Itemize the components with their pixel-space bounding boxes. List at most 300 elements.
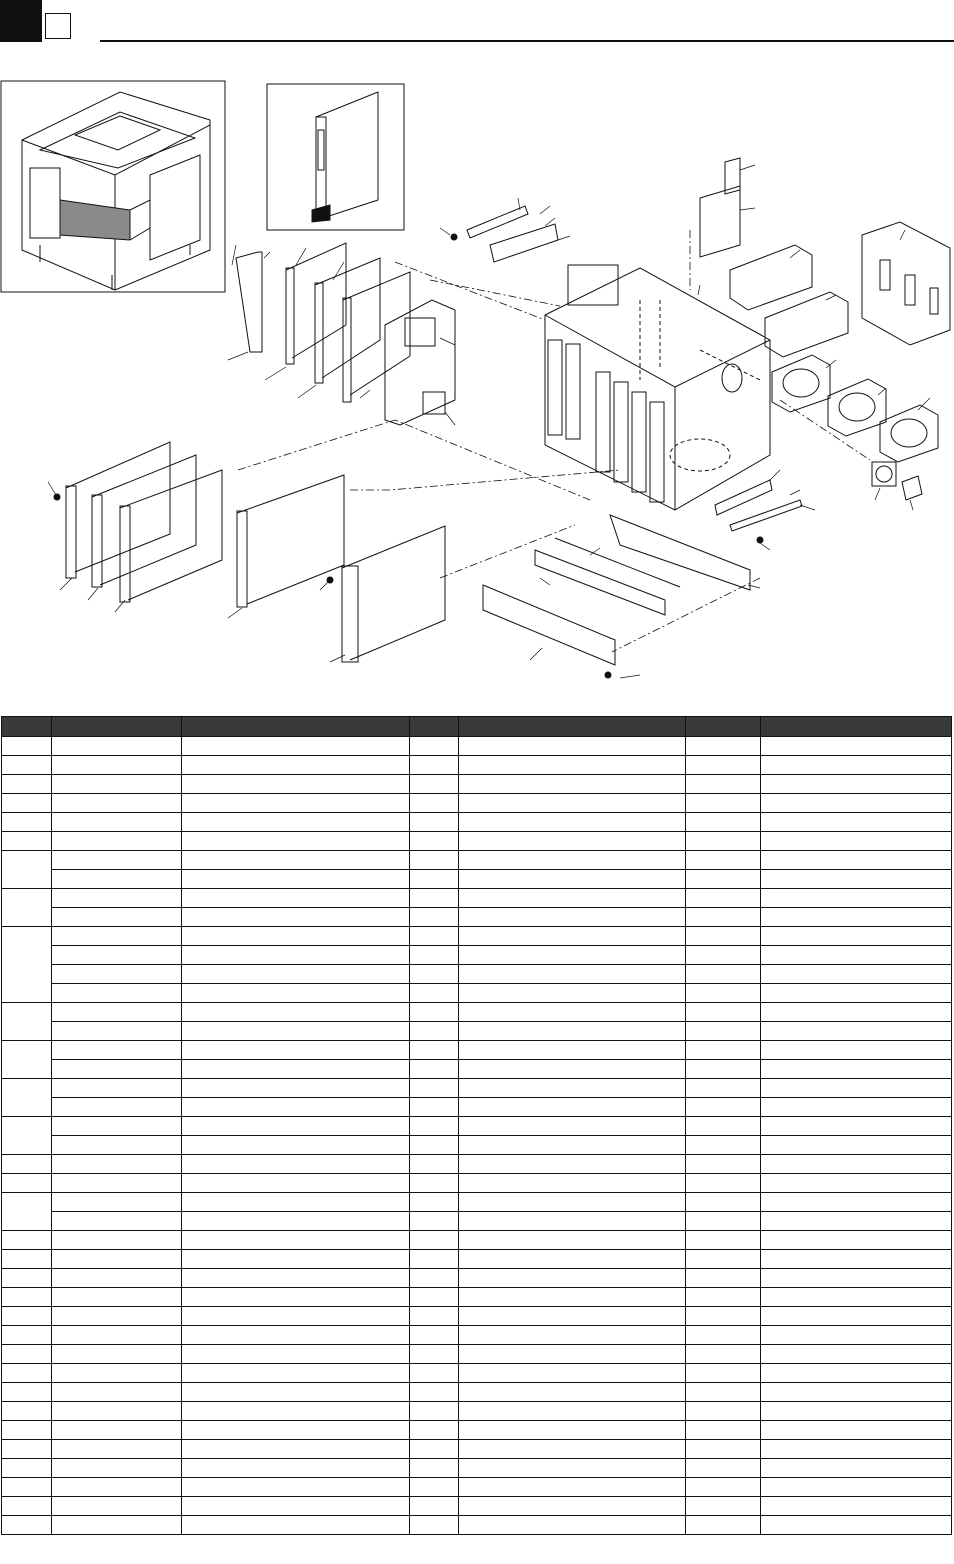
table-cell [182, 1421, 410, 1440]
cell-item-no [2, 794, 52, 813]
table-cell [52, 737, 182, 756]
table-cell [410, 1022, 459, 1041]
table-row [2, 775, 952, 794]
table-cell [459, 832, 686, 851]
cell-item-no [2, 756, 52, 775]
table-cell [686, 832, 761, 851]
table-cell [686, 1041, 761, 1060]
section-tab-marker [0, 0, 42, 42]
table-cell [182, 1307, 410, 1326]
table-cell [686, 870, 761, 889]
table-cell [52, 1516, 182, 1535]
table-cell [410, 1098, 459, 1117]
table-cell [52, 775, 182, 794]
table-cell [459, 1459, 686, 1478]
table-cell [410, 1478, 459, 1497]
table-cell [182, 965, 410, 984]
cell-item-no [2, 1440, 52, 1459]
table-cell [459, 737, 686, 756]
table-cell [686, 1193, 761, 1212]
table-cell [459, 965, 686, 984]
table-row [2, 1478, 952, 1497]
inset-card-drawing [312, 92, 378, 222]
table-cell [410, 1345, 459, 1364]
table-cell [410, 1193, 459, 1212]
exploded-parts-diagram [0, 70, 954, 700]
table-cell [52, 1383, 182, 1402]
cell-item-no [2, 813, 52, 832]
table-cell [410, 1402, 459, 1421]
table-cell [182, 1326, 410, 1345]
header-cell-model [686, 717, 761, 737]
cell-item-no [2, 1269, 52, 1288]
table-cell [761, 1288, 952, 1307]
table-cell [761, 927, 952, 946]
table-cell [761, 1326, 952, 1345]
table-cell [761, 1402, 952, 1421]
table-cell [410, 1440, 459, 1459]
table-row [2, 1364, 952, 1383]
table-cell [686, 1117, 761, 1136]
parts-table-body [2, 737, 952, 1535]
table-cell [182, 1364, 410, 1383]
table-cell [686, 1326, 761, 1345]
table-cell [410, 1136, 459, 1155]
table-cell [761, 1459, 952, 1478]
table-cell [410, 870, 459, 889]
table-cell [761, 1003, 952, 1022]
table-row [2, 870, 952, 889]
table-cell [459, 775, 686, 794]
table-cell [459, 1174, 686, 1193]
table-cell [182, 1117, 410, 1136]
table-cell [761, 1174, 952, 1193]
inset-card-frame [267, 84, 404, 230]
table-cell [686, 851, 761, 870]
table-cell [761, 1231, 952, 1250]
table-cell [410, 1269, 459, 1288]
table-cell [761, 813, 952, 832]
table-row [2, 1459, 952, 1478]
table-cell [686, 1155, 761, 1174]
table-cell [459, 1383, 686, 1402]
table-cell [686, 1060, 761, 1079]
table-cell [686, 1440, 761, 1459]
leader-lines [48, 165, 930, 678]
table-cell [761, 1269, 952, 1288]
table-cell [182, 1440, 410, 1459]
table-row [2, 1155, 952, 1174]
table-cell [686, 1003, 761, 1022]
table-cell [459, 1079, 686, 1098]
header-cell-remarks [459, 717, 686, 737]
table-cell [410, 813, 459, 832]
cell-item-no [2, 1345, 52, 1364]
cell-item-no [2, 1459, 52, 1478]
table-cell [410, 832, 459, 851]
table-row [2, 737, 952, 756]
table-cell [410, 946, 459, 965]
table-cell [52, 927, 182, 946]
table-cell [182, 1516, 410, 1535]
table-row [2, 1440, 952, 1459]
table-cell [459, 1364, 686, 1383]
table-cell [52, 1041, 182, 1060]
table-row [2, 851, 952, 870]
table-cell [410, 1364, 459, 1383]
table-cell [459, 1022, 686, 1041]
table-cell [52, 1098, 182, 1117]
table-row [2, 1041, 952, 1060]
table-cell [182, 1022, 410, 1041]
table-row [2, 832, 952, 851]
table-cell [410, 965, 459, 984]
table-cell [52, 1155, 182, 1174]
table-cell [761, 832, 952, 851]
table-cell [459, 870, 686, 889]
cell-item-no [2, 1117, 52, 1155]
header-cell-qty [410, 717, 459, 737]
cell-item-no [2, 1421, 52, 1440]
table-cell [459, 1307, 686, 1326]
cell-item-no [2, 1402, 52, 1421]
table-cell [182, 1174, 410, 1193]
table-cell [182, 1402, 410, 1421]
table-row [2, 1288, 952, 1307]
table-cell [410, 1421, 459, 1440]
table-cell [761, 1212, 952, 1231]
cell-item-no [2, 1383, 52, 1402]
header-cell-description [182, 717, 410, 737]
table-cell [761, 756, 952, 775]
cell-item-no [2, 1516, 52, 1535]
table-cell [459, 1041, 686, 1060]
table-row [2, 1060, 952, 1079]
card-group-left [236, 243, 455, 425]
header-cell-part-no [52, 717, 182, 737]
table-cell [52, 889, 182, 908]
table-cell [686, 889, 761, 908]
table-cell [459, 946, 686, 965]
table-row [2, 1421, 952, 1440]
table-cell [459, 1003, 686, 1022]
table-cell [761, 794, 952, 813]
table-cell [686, 1098, 761, 1117]
table-cell [459, 1250, 686, 1269]
connection-lines [238, 230, 870, 652]
table-cell [182, 1250, 410, 1269]
inset-machine-frame [1, 81, 225, 292]
table-cell [52, 832, 182, 851]
table-cell [182, 1383, 410, 1402]
table-row [2, 1212, 952, 1231]
machine-overview-drawing [22, 92, 210, 290]
fans [772, 355, 938, 500]
table-cell [52, 1003, 182, 1022]
table-cell [686, 908, 761, 927]
table-cell [52, 1421, 182, 1440]
table-cell [182, 1136, 410, 1155]
table-cell [52, 794, 182, 813]
cell-item-no [2, 1497, 52, 1516]
table-row [2, 1022, 952, 1041]
table-row [2, 1174, 952, 1193]
section-box [45, 13, 71, 39]
table-cell [410, 756, 459, 775]
table-cell [686, 756, 761, 775]
table-cell [410, 1231, 459, 1250]
table-row [2, 1003, 952, 1022]
table-cell [686, 1136, 761, 1155]
table-row [2, 1326, 952, 1345]
table-cell [182, 1060, 410, 1079]
table-cell [52, 851, 182, 870]
table-cell [52, 1269, 182, 1288]
table-row [2, 1269, 952, 1288]
table-cell [182, 889, 410, 908]
table-cell [52, 1022, 182, 1041]
table-cell [459, 1231, 686, 1250]
table-cell [410, 1041, 459, 1060]
table-cell [182, 908, 410, 927]
table-cell [459, 908, 686, 927]
table-cell [52, 756, 182, 775]
table-cell [459, 1478, 686, 1497]
cell-item-no [2, 1174, 52, 1193]
table-cell [459, 1516, 686, 1535]
table-row [2, 1307, 952, 1326]
cell-item-no [2, 1079, 52, 1117]
table-cell [52, 1364, 182, 1383]
table-cell [182, 813, 410, 832]
cell-item-no [2, 1003, 52, 1041]
table-cell [459, 1440, 686, 1459]
cell-item-no [2, 1307, 52, 1326]
cell-item-no [2, 775, 52, 794]
parts-list-table [1, 716, 952, 1535]
table-cell [459, 1269, 686, 1288]
table-cell [182, 1478, 410, 1497]
table-cell [686, 775, 761, 794]
cell-item-no [2, 889, 52, 927]
table-cell [182, 946, 410, 965]
table-cell [52, 1250, 182, 1269]
table-cell [182, 1345, 410, 1364]
table-cell [52, 1136, 182, 1155]
table-row [2, 1231, 952, 1250]
table-cell [686, 1459, 761, 1478]
table-cell [459, 927, 686, 946]
table-cell [459, 1060, 686, 1079]
table-cell [182, 984, 410, 1003]
table-cell [761, 1079, 952, 1098]
table-cell [52, 1345, 182, 1364]
table-cell [761, 775, 952, 794]
table-cell [686, 1402, 761, 1421]
table-cell [686, 1478, 761, 1497]
header-cell-no [2, 717, 52, 737]
table-cell [686, 737, 761, 756]
table-cell [686, 1250, 761, 1269]
table-cell [52, 1497, 182, 1516]
header-cell-note [761, 717, 952, 737]
table-cell [182, 1231, 410, 1250]
table-cell [761, 1155, 952, 1174]
table-row [2, 1079, 952, 1098]
table-cell [761, 1193, 952, 1212]
table-cell [459, 1497, 686, 1516]
table-cell [410, 1326, 459, 1345]
table-row [2, 1098, 952, 1117]
cell-item-no [2, 832, 52, 851]
table-cell [459, 1288, 686, 1307]
table-cell [459, 813, 686, 832]
table-cell [182, 1497, 410, 1516]
table-cell [52, 984, 182, 1003]
table-cell [686, 1421, 761, 1440]
table-row [2, 1497, 952, 1516]
table-cell [761, 1136, 952, 1155]
table-cell [686, 794, 761, 813]
table-cell [459, 1345, 686, 1364]
table-cell [459, 851, 686, 870]
table-cell [761, 1060, 952, 1079]
table-cell [686, 984, 761, 1003]
table-cell [459, 1155, 686, 1174]
table-row [2, 965, 952, 984]
table-cell [410, 1155, 459, 1174]
cell-item-no [2, 1155, 52, 1174]
table-cell [182, 1459, 410, 1478]
table-cell [686, 965, 761, 984]
cell-item-no [2, 1231, 52, 1250]
table-cell [761, 1478, 952, 1497]
table-cell [410, 1003, 459, 1022]
table-cell [52, 908, 182, 927]
table-cell [686, 1383, 761, 1402]
table-cell [459, 1117, 686, 1136]
table-cell [686, 1345, 761, 1364]
table-row [2, 794, 952, 813]
table-cell [182, 1212, 410, 1231]
table-cell [761, 1117, 952, 1136]
table-cell [52, 1212, 182, 1231]
table-row [2, 756, 952, 775]
table-cell [52, 946, 182, 965]
table-cell [459, 1193, 686, 1212]
table-cell [52, 1174, 182, 1193]
table-header-row [2, 717, 952, 737]
table-cell [182, 1079, 410, 1098]
table-row [2, 1136, 952, 1155]
table-cell [459, 1402, 686, 1421]
table-cell [761, 1421, 952, 1440]
table-cell [410, 1383, 459, 1402]
table-cell [52, 1060, 182, 1079]
cell-item-no [2, 927, 52, 1003]
table-cell [182, 832, 410, 851]
table-cell [761, 965, 952, 984]
table-cell [410, 984, 459, 1003]
table-cell [686, 1364, 761, 1383]
table-cell [761, 1440, 952, 1459]
table-row [2, 1250, 952, 1269]
table-cell [410, 1174, 459, 1193]
cell-item-no [2, 1326, 52, 1345]
cell-item-no [2, 1250, 52, 1269]
table-row [2, 889, 952, 908]
table-cell [182, 1155, 410, 1174]
table-cell [182, 1098, 410, 1117]
table-row [2, 1383, 952, 1402]
table-cell [761, 984, 952, 1003]
table-row [2, 908, 952, 927]
table-cell [182, 851, 410, 870]
table-cell [52, 1326, 182, 1345]
table-row [2, 813, 952, 832]
table-cell [410, 1497, 459, 1516]
table-row [2, 927, 952, 946]
cell-item-no [2, 1041, 52, 1079]
table-cell [410, 927, 459, 946]
table-cell [182, 1193, 410, 1212]
table-cell [459, 889, 686, 908]
table-cell [761, 1516, 952, 1535]
table-cell [761, 946, 952, 965]
table-cell [182, 1003, 410, 1022]
table-row [2, 1402, 952, 1421]
table-cell [52, 1478, 182, 1497]
table-cell [761, 1250, 952, 1269]
cell-item-no [2, 1193, 52, 1231]
table-cell [52, 1288, 182, 1307]
bottom-panels [483, 480, 802, 678]
cell-item-no [2, 1478, 52, 1497]
table-cell [761, 1098, 952, 1117]
table-cell [52, 870, 182, 889]
table-cell [761, 851, 952, 870]
table-cell [761, 737, 952, 756]
table-cell [761, 1307, 952, 1326]
table-cell [459, 1136, 686, 1155]
header-rule [100, 40, 954, 42]
card-group-lower-left [54, 442, 445, 662]
table-cell [686, 927, 761, 946]
table-cell [182, 756, 410, 775]
table-row [2, 946, 952, 965]
table-cell [459, 984, 686, 1003]
table-cell [410, 1060, 459, 1079]
table-cell [410, 1307, 459, 1326]
table-cell [761, 1345, 952, 1364]
table-cell [410, 1079, 459, 1098]
table-cell [459, 756, 686, 775]
table-cell [459, 1098, 686, 1117]
table-cell [761, 1364, 952, 1383]
table-cell [182, 794, 410, 813]
table-cell [459, 1326, 686, 1345]
table-cell [52, 1459, 182, 1478]
table-cell [52, 1231, 182, 1250]
table-cell [686, 1516, 761, 1535]
table-cell [182, 870, 410, 889]
table-cell [182, 737, 410, 756]
table-cell [182, 927, 410, 946]
table-cell [410, 1459, 459, 1478]
table-cell [686, 1079, 761, 1098]
table-cell [761, 1497, 952, 1516]
table-cell [686, 1307, 761, 1326]
